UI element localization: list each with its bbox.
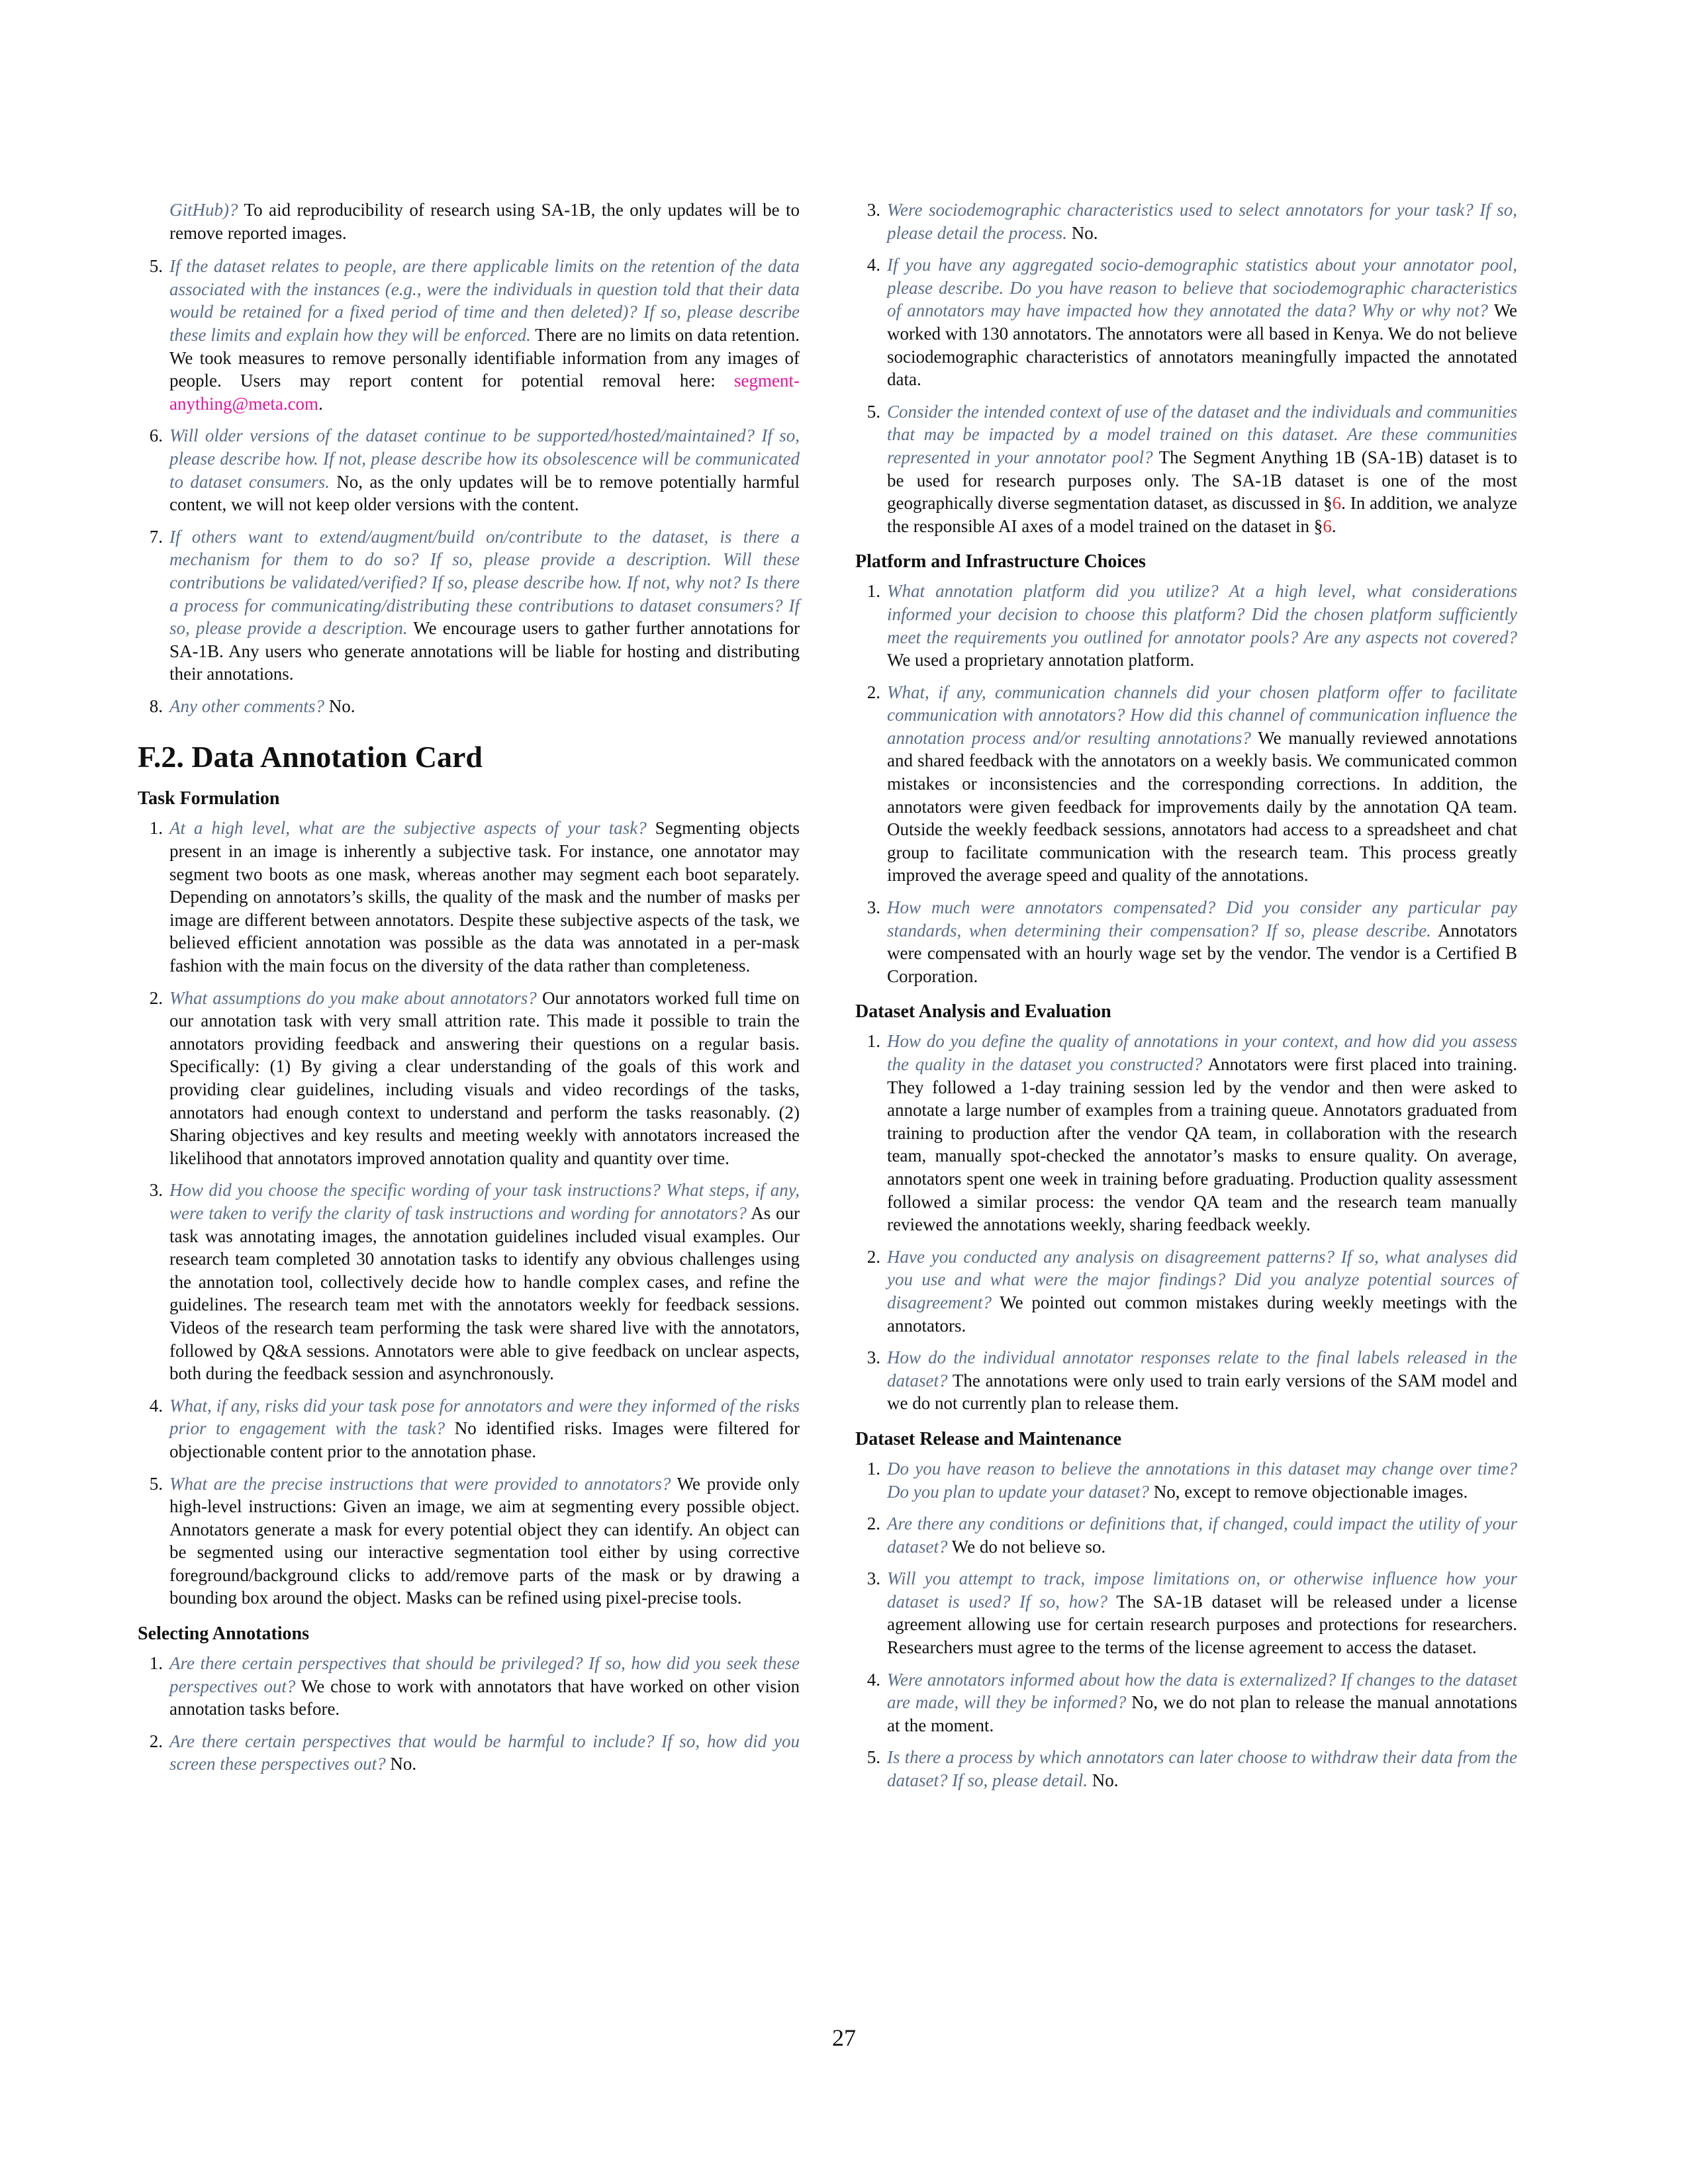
question-text: How much were annotators compensated? Did you consider any particular pay standards, when determining their compensation? If so, please describe.: [887, 897, 1517, 940]
question-text: What assumptions do you make about annotators?: [169, 987, 537, 1008]
task-formulation-list: [138, 817, 800, 1610]
answer-text: The SA-1B dataset will be released under a license agreement allowing use for certain research purposes and protections for researchers. Researchers must agree to the terms of the license agreement to access the dataset.: [887, 1591, 1517, 1658]
item-number: 5.: [149, 1473, 163, 1494]
section-title: F.2. Data Annotation Card: [138, 740, 483, 774]
list-item: [138, 255, 800, 415]
list-item: [138, 525, 800, 686]
subsection-title: Platform and Infrastructure Choices: [855, 551, 1146, 572]
list-item: [138, 1394, 800, 1463]
list-item: [855, 1512, 1517, 1558]
list-item: [138, 1473, 800, 1610]
item-number: 2.: [867, 682, 880, 702]
analysis-list: [855, 1030, 1517, 1415]
item-number: 1.: [867, 581, 880, 602]
list-item: [855, 1668, 1517, 1737]
question-text: What, if any, risks did your task pose for annotators and were they informed of the risks prior to engagement with the task?: [169, 1395, 800, 1439]
subsection-title: Dataset Analysis and Evaluation: [855, 1001, 1111, 1023]
answer-text: No.: [1092, 1770, 1119, 1791]
list-item: [138, 424, 800, 516]
list-item: [138, 1179, 800, 1385]
right-column: [855, 199, 1517, 1803]
item-number: 6.: [149, 426, 163, 446]
selecting-annotations-continued-list: [855, 199, 1517, 537]
question-text: Any other comments?: [169, 696, 324, 716]
list-item: [855, 1030, 1517, 1236]
subsection-title: Selecting Annotations: [138, 1623, 310, 1645]
question-text: What, if any, communication channels did your chosen platform offer to facilitate communication with annotators? How did this channel of communication influence the annotation process and/or resulting annotations?: [887, 682, 1517, 748]
list-item: [855, 896, 1517, 987]
item-number: 1.: [149, 818, 163, 839]
question-text: What are the precise instructions that were provided to annotators?: [169, 1473, 671, 1494]
answer-text-mid: . In addition, we analyze the responsible AI axes of a model trained on the dataset in §: [887, 493, 1517, 536]
subsection-title: Task Formulation: [138, 788, 280, 809]
section-ref-link[interactable]: 6: [1332, 493, 1342, 514]
answer-text: No.: [1071, 222, 1098, 243]
list-item: [138, 695, 800, 718]
list-item: [138, 1730, 800, 1776]
answer-text: As our task was annotating images, the annotation guidelines included visual examples. Our research team completed 30 annotation tasks to identify any obvious challenges using the annotation tool, collectively decide how to handle complex cases, and refine the guidelines. The research team met with the annotators weekly for feedback sessions. Videos of the research team performing the task were shared live with the annotators, followed by Q&A sessions. Annotators were able to give feedback on unclear aspects, both during the feedback session and asynchronously.: [169, 1203, 800, 1384]
answer-text: We pointed out common mistakes during weekly meetings with the annotators.: [887, 1292, 1517, 1336]
question-text: At a high level, what are the subjective aspects of your task?: [169, 818, 647, 839]
answer-text: The Segment Anything 1B (SA-1B) dataset is to be used for research purposes only. The SA-1B dataset is one of the most geographically diverse segmentation dataset, as discussed in §: [887, 447, 1517, 514]
release-list: [855, 1457, 1517, 1792]
answer-text: No.: [390, 1754, 417, 1774]
item-number: 5.: [867, 401, 880, 422]
list-item: [855, 400, 1517, 538]
answer-text: Segmenting objects present in an image is inherently a subjective task. For instance, one annotator may segment two boots as one mask, whereas another may segment each boot separately. Depending on annotators’s skills, the quality of the mask and the number of masks per image are different between annotators. Despite these subjective aspects of the task, we believed efficient annotation was possible as the data was annotated in a per-mask fashion with the main focus on the diversity of the data rather than completeness.: [169, 818, 800, 976]
list-item: [855, 580, 1517, 671]
question-text: Are there any conditions or definitions that, if changed, could impact the utility of your dataset?: [887, 1514, 1517, 1557]
list-item: [138, 1652, 800, 1721]
page-number: 27: [832, 2025, 856, 2051]
item-number: 3.: [867, 1569, 880, 1589]
question-text: Were sociodemographic characteristics used to select annotators for your task? If so, please detail the process.: [887, 200, 1517, 243]
list-item: [855, 1346, 1517, 1415]
question-text: Will older versions of the dataset continue to be supported/hosted/maintained? If so, please describe how. If not, please describe how its obsolescence will be communicated to dataset consumers.: [169, 426, 800, 492]
answer-text: No.: [328, 696, 355, 716]
item-number: 4.: [867, 1669, 880, 1690]
answer-text: Annotators were compensated with an hourly wage set by the vendor. The vendor is a Certified B Corporation.: [887, 920, 1517, 986]
answer-text: We used a proprietary annotation platform.: [887, 650, 1195, 670]
continuation-item: [169, 199, 800, 244]
platform-list: [855, 580, 1517, 987]
answer-text: We provide only high-level instructions: Given an image, we aim at segmenting every possible object. Annotators generate a mask for every potential object they can identify. An object can be segmented using our interactive segmentation tool either by using corrective foreground/background clicks to add/remove parts of the mask or by drawing a bounding box around the object. Masks can be refined using pixel-precise tools.: [169, 1473, 800, 1608]
item-number: 2.: [149, 987, 163, 1008]
answer-text: We worked with 130 annotators. The annotators were all based in Kenya. We do not believe sociodemographic characteristics of annotators meaningfully impacted the annotated data.: [887, 300, 1517, 390]
list-item: [855, 1246, 1517, 1337]
item-number: 3.: [867, 200, 880, 220]
answer-text: We manually reviewed annotations and shared feedback with the annotators on a weekly basis. We communicated common mistakes or inconsistencies and the corresponding corrections. In addition, the annotators were given feedback for improvements daily by the annotation QA team. Outside the weekly feedback sessions, annotators had access to a spreadsheet and chat group to facilitate communication with the research team. This process greatly improved the average speed and quality of the annotations.: [887, 727, 1518, 886]
item-number: 5.: [867, 1747, 880, 1768]
item-number: 2.: [867, 1246, 880, 1267]
question-text: What annotation platform did you utilize? At a high level, what considerations informed your decision to choose this platform? Did the chosen platform sufficiently meet the requirements you outlined for annotator pools? Are any aspects not covered?: [887, 581, 1517, 647]
answer-text: No, we do not plan to release the manual annotations at the moment.: [887, 1692, 1518, 1735]
item-number: 1.: [149, 1653, 163, 1674]
left-column: [138, 199, 800, 1786]
question-text: How did you choose the specific wording of your task instructions? What steps, if any, were taken to verify the clarity of task instructions and wording for annotators?: [169, 1180, 800, 1223]
question-text: Is there a process by which annotators can later choose to withdraw their data from the dataset? If so, please detail.: [887, 1747, 1517, 1791]
answer-text: We do not believe so.: [951, 1536, 1106, 1557]
item-number: 5.: [149, 256, 163, 277]
item-number: 4.: [149, 1395, 163, 1416]
selecting-annotations-list: [138, 1652, 800, 1776]
question-text: GitHub)?: [169, 200, 238, 220]
question-text: If the dataset relates to people, are there applicable limits on the retention of the data associated with the instances (e.g., were the individuals in question told that their data would be retained for a fixed period of time and then deleted)? If so, please describe these limits and explain how they will be enforced.: [169, 256, 800, 345]
answer-text: No identified risks. Images were filtered for objectionable content prior to the annotation phase.: [169, 1418, 800, 1461]
answer-text: No, as the only updates will be to remove potentially harmful content, we will not keep older versions with the content.: [169, 471, 800, 515]
answer-text: Our annotators worked full time on our annotation task with very small attrition rate. This made it possible to train the annotators providing feedback and answering their questions on a regular basis. Specifically: (1) By giving a clear understanding of the goals of this work and providing clear guidelines, including visuals and video recordings of the tasks, annotators had enough context to understand and perform the tasks reasonably. (2) Sharing objectives and key results and meeting weekly with annotators increased the likelihood that annotators improved annotation quality and quantity over time.: [169, 987, 800, 1168]
answer-text-end: .: [318, 393, 323, 414]
item-number: 1.: [867, 1458, 880, 1479]
item-number: 2.: [149, 1731, 163, 1751]
question-text: Will you attempt to track, impose limitations on, or otherwise influence how your dataset is used? If so, how?: [887, 1569, 1517, 1612]
answer-text: The annotations were only used to train early versions of the SAM model and we do not currently plan to release them.: [887, 1370, 1518, 1414]
maintenance-list: [138, 255, 800, 717]
list-item: [855, 1567, 1517, 1659]
answer-text-end: .: [1331, 516, 1336, 536]
answer-text: There are no limits on data retention. We took measures to remove personally identifiable information from any images of people. Users may report content for potential removal here:: [169, 324, 800, 391]
item-number: 4.: [867, 255, 880, 275]
question-text: Consider the intended context of use of the dataset and the individuals and communities that may be impacted by a model trained on this dataset. Are these communities represented in your annotator pool?: [887, 401, 1517, 467]
answer-text: No, except to remove objectionable images.: [1153, 1481, 1468, 1502]
item-number: 8.: [149, 696, 163, 716]
question-text: If others want to extend/augment/build on/contribute to the dataset, is there a mechanism for them to do so? If so, please provide a description. Will these contributions be validated/verified? If so, please describe how. If not, why not? Is there a process for communicating/distributing these contributions to dataset consumers? If so, please provide a description.: [169, 526, 800, 639]
question-text: If you have any aggregated socio-demographic statistics about your annotator pool, please describe. Do you have reason to believe that sociodemographic characteristics of annotators may have impacted how they annotated the data? Why or why not?: [887, 255, 1517, 321]
question-text: How do the individual annotator responses relate to the final labels released in the dataset?: [887, 1347, 1517, 1390]
answer-text: We encourage users to gather further annotations for SA-1B. Any users who generate annotations will be liable for hosting and distributing their annotations.: [169, 618, 800, 684]
item-number: 3.: [867, 897, 880, 918]
list-item: [855, 253, 1517, 391]
item-number: 3.: [149, 1180, 163, 1201]
question-text: Do you have reason to believe the annotations in this dataset may change over time? Do you plan to update your dataset?: [887, 1458, 1517, 1502]
subsection-title: Dataset Release and Maintenance: [855, 1428, 1122, 1449]
answer-text: We chose to work with annotators that have worked on other vision annotation tasks before.: [169, 1676, 800, 1719]
question-text: Are there certain perspectives that would be harmful to include? If so, how did you screen these perspectives out?: [169, 1731, 800, 1774]
question-text: Are there certain perspectives that should be privileged? If so, how did you seek these perspectives out?: [169, 1653, 800, 1696]
section-ref-link[interactable]: 6: [1323, 516, 1332, 536]
list-item: [855, 199, 1517, 244]
list-item: [855, 1457, 1517, 1503]
item-number: 1.: [867, 1031, 880, 1052]
question-text: Have you conducted any analysis on disagreement patterns? If so, what analyses did you use and what were the major findings? Did you analyze potential sources of disagreement?: [887, 1246, 1517, 1312]
question-text: How do you define the quality of annotations in your context, and how did you assess the quality in the dataset you constructed?: [887, 1031, 1517, 1074]
item-number: 7.: [149, 526, 163, 547]
question-text: Were annotators informed about how the data is externalized? If changes to the dataset are made, will they be informed?: [887, 1669, 1517, 1713]
list-item: [138, 987, 800, 1170]
answer-text: Annotators were first placed into training. They followed a 1-day training session led by the vendor and then were asked to annotate a large number of examples from a training queue. Annotators graduated from training to production after the vendor QA team, in collaboration with the research team, manually spot-checked the annotator’s masks to ensure quality. On average, annotators spent one week in training before graduating. Production quality assessment followed a similar process: the vendor QA team and the research team manually reviewed the annotations weekly, sharing feedback weekly.: [887, 1054, 1517, 1235]
list-item: [855, 1746, 1517, 1792]
item-number: 3.: [867, 1347, 880, 1368]
list-item: [138, 817, 800, 977]
item-number: 2.: [867, 1514, 880, 1534]
list-item: [855, 681, 1517, 887]
email-link[interactable]: segment-anything@meta.com: [169, 371, 800, 414]
answer-text: To aid reproducibility of research using SA-1B, the only updates will be to remove reported images.: [169, 200, 800, 243]
